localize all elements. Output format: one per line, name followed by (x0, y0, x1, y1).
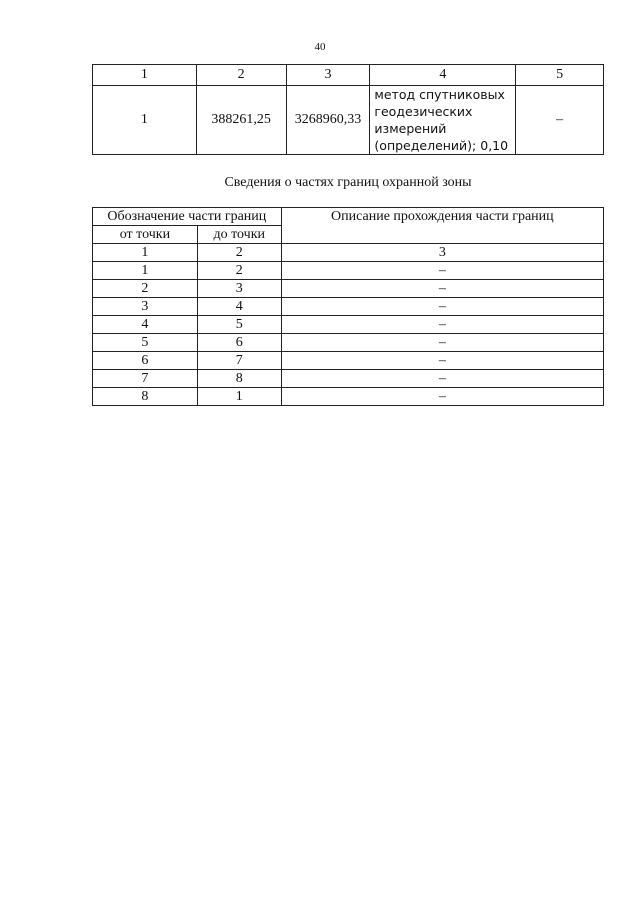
from-point-header: от точки (93, 226, 198, 244)
column-number: 3 (286, 65, 370, 86)
table-row (93, 280, 604, 298)
coordinate-x: 388261,25 (196, 86, 286, 155)
group-header: Обозначение части границ (93, 208, 282, 226)
table-row (93, 334, 604, 352)
table-header-row (93, 65, 604, 86)
table-row (93, 316, 604, 334)
table-row (93, 298, 604, 316)
to-point: 4 (197, 298, 281, 316)
method-line: измерений (374, 121, 447, 136)
measurement-method (370, 86, 516, 155)
coordinates-table (92, 64, 604, 155)
column-number-row (93, 244, 604, 262)
to-point-header: до точки (197, 226, 281, 244)
column-5-value: – (516, 86, 604, 155)
part-description: – (281, 352, 603, 370)
part-description: – (281, 280, 603, 298)
from-point: 1 (93, 262, 198, 280)
table-row (93, 352, 604, 370)
part-description: – (281, 316, 603, 334)
column-number: 5 (516, 65, 604, 86)
from-point: 6 (93, 352, 198, 370)
from-point: 7 (93, 370, 198, 388)
to-point: 2 (197, 262, 281, 280)
table-row (93, 370, 604, 388)
description-header: Описание прохождения части границ (281, 208, 603, 244)
part-description: – (281, 388, 603, 406)
method-line: (определений); 0,10 (374, 138, 509, 153)
to-point: 3 (197, 280, 281, 298)
to-point: 7 (197, 352, 281, 370)
column-number: 2 (197, 244, 281, 262)
table-row (93, 262, 604, 280)
column-number: 2 (196, 65, 286, 86)
boundary-parts-table (92, 207, 604, 406)
column-number: 3 (281, 244, 603, 262)
to-point: 8 (197, 370, 281, 388)
coordinate-y: 3268960,33 (286, 86, 370, 155)
from-point: 2 (93, 280, 198, 298)
page-number: 40 (314, 41, 326, 53)
from-point: 4 (93, 316, 198, 334)
table-row (93, 388, 604, 406)
part-description: – (281, 370, 603, 388)
table-header-row (93, 208, 604, 226)
from-point: 3 (93, 298, 198, 316)
table-row (93, 86, 604, 155)
to-point: 5 (197, 316, 281, 334)
method-line: метод спутниковых (374, 87, 505, 102)
part-description: – (281, 262, 603, 280)
from-point: 8 (93, 388, 198, 406)
to-point: 6 (197, 334, 281, 352)
column-number: 4 (370, 65, 516, 86)
point-number: 1 (93, 86, 197, 155)
column-number: 1 (93, 65, 197, 86)
to-point: 1 (197, 388, 281, 406)
section-title: Сведения о частях границ охранной зоны (224, 175, 472, 190)
part-description: – (281, 298, 603, 316)
part-description: – (281, 334, 603, 352)
from-point: 5 (93, 334, 198, 352)
column-number: 1 (93, 244, 198, 262)
method-line: геодезических (374, 104, 473, 119)
